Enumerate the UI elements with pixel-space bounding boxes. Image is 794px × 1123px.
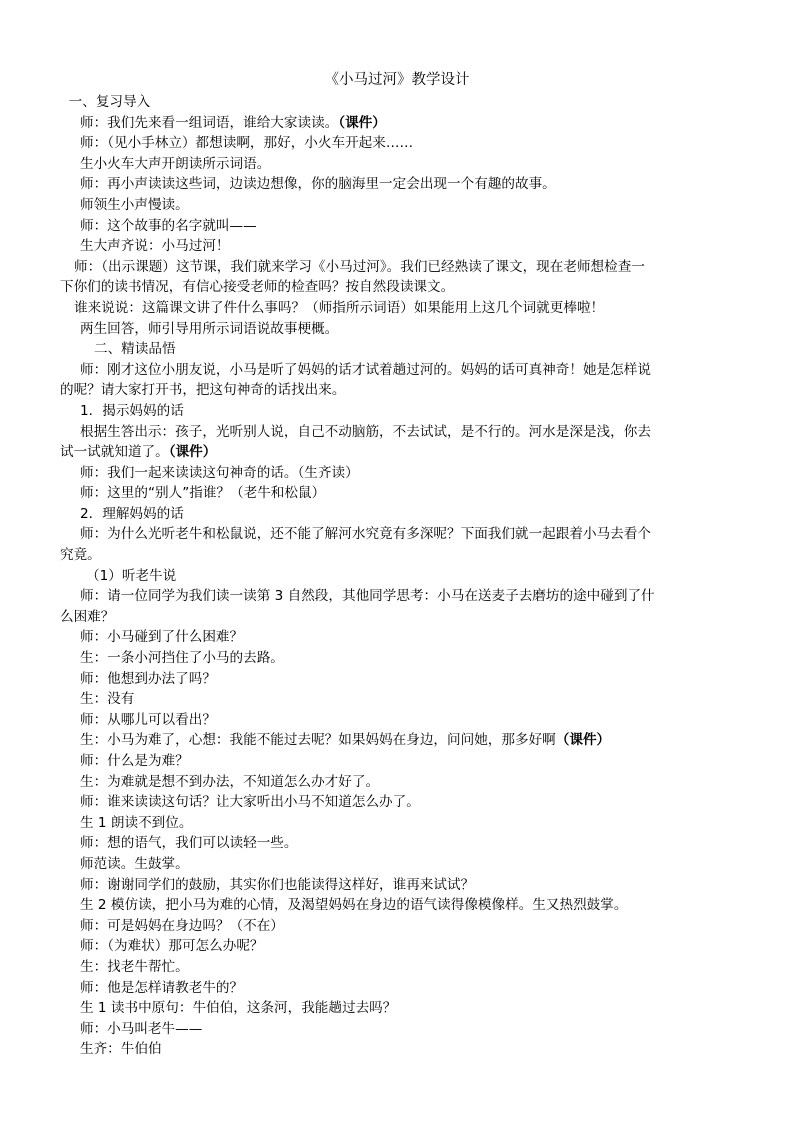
paragraph-line bbox=[60, 1039, 750, 1060]
paragraph-line bbox=[60, 339, 750, 360]
line-text: 师：我们先来看一组词语，谁给大家读读。 bbox=[80, 114, 339, 131]
line-text: 两生回答，师引导用所示词语说故事梗概。 bbox=[80, 320, 339, 337]
paragraph-line bbox=[60, 710, 750, 731]
paragraph-line bbox=[60, 442, 750, 463]
paragraph-line bbox=[60, 113, 750, 134]
line-text: 师：从哪儿可以看出？ bbox=[80, 711, 216, 728]
line-text: 生：为难就是想不到办法，不知道怎么办才好了。 bbox=[80, 773, 380, 790]
paragraph-line bbox=[60, 772, 750, 793]
paragraph-line bbox=[60, 669, 750, 690]
paragraph-line bbox=[60, 998, 750, 1019]
line-text: （1）听老牛说 bbox=[86, 567, 177, 584]
document-body bbox=[60, 92, 750, 1060]
paragraph-line bbox=[60, 627, 750, 648]
paragraph-line bbox=[60, 854, 750, 875]
courseware-marker: （课件） bbox=[168, 444, 217, 461]
paragraph-line bbox=[60, 813, 750, 834]
line-text: 师：谢谢同学们的鼓励，其实你们也能读得这样好，谁再来试试？ bbox=[80, 876, 475, 893]
line-text: 二、精读品悟 bbox=[94, 341, 176, 358]
line-text: 师：什么是为难？ bbox=[80, 753, 189, 769]
line-text: 么困难？ bbox=[60, 608, 115, 625]
line-text: 师：这个故事的名字就叫—— bbox=[80, 217, 257, 234]
paragraph-line bbox=[60, 422, 750, 443]
line-text: 师：小马碰到了什么困难？ bbox=[80, 629, 244, 646]
paragraph-line bbox=[60, 566, 750, 587]
paragraph-line bbox=[60, 257, 750, 278]
courseware-marker: （课件） bbox=[555, 732, 611, 749]
line-text: 生：找老牛帮忙。 bbox=[80, 958, 189, 975]
line-text: 生：没有 bbox=[80, 691, 135, 708]
line-text: 根据生答出示：孩子，光听别人说，自己不动脑筋，不去试试，是不行的。河水是深是浅，你去 bbox=[80, 423, 651, 440]
paragraph-line bbox=[60, 648, 750, 669]
line-text: 生 1 读书中原句：牛伯伯，这条河，我能趟过去吗？ bbox=[80, 1000, 397, 1017]
line-text: 师：想的语气，我们可以读轻一些。 bbox=[80, 835, 298, 852]
line-text: 究竟。 bbox=[60, 547, 101, 564]
line-text: 师：再小声读读这些词，边读边想像，你的脑海里一定会出现一个有趣的故事。 bbox=[80, 176, 556, 193]
line-text: 2．理解妈妈的话 bbox=[80, 505, 184, 522]
line-text: 下你们的读书情况，有信心接受老师的检查吗？按自然段读课文。 bbox=[60, 279, 455, 296]
paragraph-line bbox=[60, 1019, 750, 1040]
paragraph-line bbox=[60, 895, 750, 916]
line-text: 试一试就知道了。 bbox=[60, 444, 169, 461]
paragraph-line bbox=[60, 319, 750, 340]
line-text: 生：一条小河挡住了小马的去路。 bbox=[80, 650, 284, 667]
line-text: 生小火车大声开朗读所示词语。 bbox=[80, 155, 271, 172]
line-text: 师：他想到办法了吗？ bbox=[80, 670, 216, 687]
paragraph-line bbox=[60, 751, 750, 772]
line-text: 师：（见小手林立）都想读啊，那好，小火车开起来…… bbox=[80, 135, 414, 152]
paragraph-line bbox=[60, 133, 750, 154]
paragraph-line bbox=[60, 92, 750, 113]
line-text: 生：小马为难了，心想：我能不能过去呢？如果妈妈在身边，问问她，那多好啊 bbox=[80, 732, 556, 749]
line-text: 师领生小声慢读。 bbox=[80, 196, 189, 213]
line-text: 师：这里的“别人”指谁？（老牛和松鼠） bbox=[80, 485, 326, 502]
document-title: 《小马过河》教学设计 bbox=[324, 72, 470, 88]
paragraph-line bbox=[60, 957, 750, 978]
line-text: 1．揭示妈妈的话 bbox=[80, 402, 184, 419]
paragraph-line bbox=[60, 916, 750, 937]
line-text: 师：谁来读读这句话？让大家听出小马不知道怎么办了。 bbox=[80, 794, 420, 811]
line-text: 师：小马叫老牛—— bbox=[80, 1020, 203, 1037]
line-text: 生大声齐说：小马过河！ bbox=[80, 238, 230, 255]
line-text: 生齐：牛伯伯 bbox=[80, 1041, 162, 1058]
line-text: 师：（为难状）那可怎么办呢？ bbox=[80, 938, 264, 955]
paragraph-line bbox=[60, 236, 750, 257]
paragraph-line bbox=[60, 401, 750, 422]
line-text: 师：可是妈妈在身边吗？（不在） bbox=[80, 917, 284, 934]
line-text: 师：（出示课题）这节课，我们就来学习《小马过河》。我们已经熟读了课文，现在老师想检查一 bbox=[74, 258, 645, 275]
line-text: 师范读。生鼓掌。 bbox=[80, 855, 189, 872]
paragraph-line bbox=[60, 195, 750, 216]
paragraph-line bbox=[60, 277, 750, 298]
paragraph-line bbox=[60, 607, 750, 628]
paragraph-line bbox=[60, 360, 750, 381]
paragraph-line bbox=[60, 730, 750, 751]
line-text: 师：请一位同学为我们读一读第 3 自然段，其他同学思考：小马在送麦子去磨坊的途中碰到了什 bbox=[80, 588, 655, 605]
paragraph-line bbox=[60, 154, 750, 175]
paragraph-line bbox=[60, 380, 750, 401]
paragraph-line bbox=[60, 524, 750, 545]
paragraph-line bbox=[60, 586, 750, 607]
line-text: 生 2 模仿读，把小马为难的心情，及渴望妈妈在身边的语气读得像模像样。生又热烈鼓掌。 bbox=[80, 897, 628, 914]
paragraph-line bbox=[60, 978, 750, 999]
paragraph-line bbox=[60, 689, 750, 710]
paragraph-line bbox=[60, 216, 750, 237]
line-text: 谁来说说：这篇课文讲了件什么事吗？（师指所示词语）如果能用上这几个词就更棒啦！ bbox=[74, 299, 605, 316]
line-text: 师：我们一起来读读这句神奇的话。（生齐读） bbox=[80, 464, 359, 481]
line-text: 师：为什么光听老牛和松鼠说，还不能了解河水究竟有多深呢？下面我们就一起跟着小马去看个 bbox=[80, 526, 651, 543]
line-text: 一、复习导入 bbox=[60, 94, 151, 110]
paragraph-line bbox=[60, 504, 750, 525]
line-text: 生 1 朗读不到位。 bbox=[80, 814, 193, 831]
paragraph-line bbox=[60, 545, 750, 566]
paragraph-line bbox=[60, 483, 750, 504]
paragraph-line bbox=[60, 463, 750, 484]
paragraph-line bbox=[60, 792, 750, 813]
line-text: 的呢？请大家打开书，把这句神奇的话找出来。 bbox=[60, 382, 346, 399]
paragraph-line bbox=[60, 936, 750, 957]
courseware-marker: （课件） bbox=[338, 114, 386, 131]
paragraph-line bbox=[60, 174, 750, 195]
line-text: 师：刚才这位小朋友说，小马是听了妈妈的话才试着趟过河的。妈妈的话可真神奇！她是怎样说 bbox=[80, 361, 651, 378]
paragraph-line bbox=[60, 875, 750, 896]
paragraph-line bbox=[60, 833, 750, 854]
line-text: 师：他是怎样请教老牛的？ bbox=[80, 979, 244, 996]
paragraph-line bbox=[60, 298, 750, 319]
